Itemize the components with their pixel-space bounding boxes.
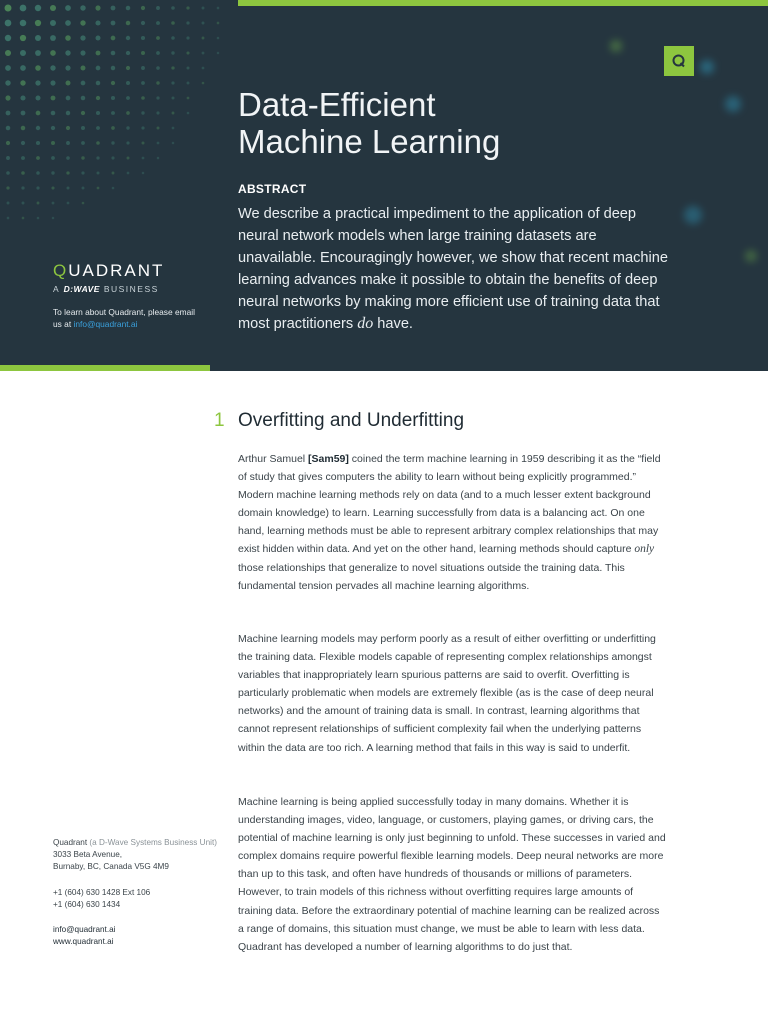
decorative-dot [217, 52, 220, 55]
decorative-dot [66, 156, 70, 160]
spacer [53, 874, 223, 887]
decorative-dot [217, 37, 220, 40]
brand-wordmark [53, 262, 164, 280]
decorative-dot [20, 5, 27, 12]
decorative-dot [21, 111, 26, 116]
decorative-dot [5, 35, 11, 41]
decorative-dot [126, 111, 130, 115]
decorative-dot [5, 20, 12, 27]
decorative-dot [141, 6, 145, 10]
decorative-dot [66, 81, 71, 86]
decorative-dot [126, 6, 131, 11]
decorative-dot [96, 126, 100, 130]
decorative-dot [80, 5, 85, 10]
decorative-dot [36, 186, 39, 189]
brand-first-letter: Q [53, 261, 69, 280]
decorative-dot [111, 36, 116, 41]
paragraph-text: coined the term machine learning in 1959 describing it as the “field of study that gives computers the ability to learn without being explicitly programmed.” Modern machine learning methods rely on data (and to a much lesser extent background domain knowledge) to learn. Learning successfully from data is a balancing act. On one hand, learning methods must be able to represent arbitrary complex relationships that may exist hidden within data. And yet on the other hand, learning methods should capture [238, 453, 661, 556]
decorative-dot [52, 217, 55, 220]
decorative-dot [111, 66, 115, 70]
decorative-dot [36, 156, 40, 160]
decorative-dot [141, 51, 145, 55]
decorative-dot [5, 50, 11, 56]
decorative-dot [157, 142, 160, 145]
decorative-dot [7, 202, 10, 205]
decorative-dot [66, 171, 69, 174]
section-number: 1 [214, 410, 225, 431]
decorative-dot [96, 81, 101, 86]
decorative-dot [142, 172, 145, 175]
decorative-dot [156, 36, 160, 40]
decorative-dot [171, 96, 174, 99]
glow-decoration [700, 60, 714, 74]
decorative-dot [111, 141, 114, 144]
decorative-dot [35, 80, 40, 85]
dwave-wordmark: D:WAVE [63, 284, 100, 294]
decorative-dot [36, 111, 41, 116]
decorative-dot [35, 35, 41, 41]
decorative-dot [171, 36, 175, 40]
decorative-dot [202, 67, 205, 70]
glow-decoration [745, 250, 757, 262]
decorative-dot [96, 141, 100, 145]
abstract-text-part-2: have. [373, 316, 413, 332]
decorative-dot [36, 141, 40, 145]
decorative-dot [21, 126, 25, 130]
decorative-dot [171, 66, 174, 69]
decorative-dot [20, 95, 25, 100]
decorative-dot [126, 141, 129, 144]
glow-decoration [610, 40, 622, 52]
decorative-dot [111, 126, 115, 130]
phone-1: +1 (604) 630 1428 Ext 106 [53, 887, 151, 897]
decorative-dot [156, 111, 159, 114]
decorative-dot [217, 22, 220, 25]
decorative-dot [97, 187, 100, 190]
decorative-dot [186, 51, 189, 54]
decorative-dot [96, 51, 101, 56]
decorative-dot [35, 65, 41, 71]
contact-block [53, 837, 223, 948]
decorative-dot [5, 65, 11, 71]
decorative-dot [141, 66, 145, 70]
decorative-dot [51, 156, 55, 160]
decorative-dot [50, 35, 56, 41]
decorative-dot [66, 141, 70, 145]
decorative-dot [50, 20, 56, 26]
decorative-dot [81, 141, 85, 145]
decorative-dot [6, 141, 10, 145]
decorative-dot [80, 50, 85, 55]
decorative-dot [111, 6, 116, 11]
decorative-dot [126, 81, 130, 85]
decorative-dot [22, 217, 25, 220]
decorative-dot [6, 186, 9, 189]
decorative-dot [95, 5, 100, 10]
body-paragraph [238, 450, 666, 595]
decorative-dot [65, 35, 71, 41]
decorative-dot [37, 202, 40, 205]
decorative-dot [81, 156, 84, 159]
body-paragraph: Machine learning models may perform poorly as a result of either overfitting or underfitting the training data. Flexible models capable of representing complex relationships amongst variables that inappropriately learn spurious patterns are said to overfit. Overfitting is particularly problematic when models are extremely flexible (as is the case of deep neural networks) and the amount of training data is small. In contrast, learning algorithms that cannot represent relationships of sufficient complexity fail when the underlying patterns within the data are too rich. A learning method that fails in this way is said to underfit. [238, 633, 656, 754]
quadrant-logo [53, 262, 164, 295]
decorative-dot [171, 81, 174, 84]
decorative-dot [51, 141, 55, 145]
decorative-dot [96, 171, 99, 174]
decorative-dot [66, 186, 69, 189]
decorative-dot [126, 66, 130, 70]
website-link[interactable]: www.quadrant.ai [53, 937, 114, 947]
decorative-dot [5, 5, 12, 12]
decorative-dot [80, 35, 85, 40]
decorative-dot [112, 187, 115, 190]
decorative-dot [186, 66, 189, 69]
decorative-dot [141, 96, 145, 100]
decorative-dot [202, 22, 205, 25]
decorative-dot [141, 126, 144, 129]
decorative-dot [21, 171, 25, 175]
decorative-dot [202, 52, 205, 55]
decorative-dot [95, 20, 100, 25]
decorative-dot [67, 202, 70, 205]
decorative-dot [111, 51, 116, 56]
decorative-dot [65, 65, 70, 70]
decorative-dot [126, 96, 130, 100]
brand-tagline-prefix: A [53, 284, 60, 294]
decorative-dot [186, 6, 189, 9]
decorative-dot [20, 50, 26, 56]
decorative-dot [81, 81, 86, 86]
decorative-dot [187, 112, 190, 115]
decorative-dot [35, 5, 41, 11]
decorative-dot [81, 66, 86, 71]
decorative-dot [20, 65, 26, 71]
decorative-dot [5, 95, 10, 100]
company-note: (a D-Wave Systems Business Unit) [89, 838, 217, 847]
decorative-dot [126, 51, 130, 55]
glow-decoration [684, 206, 702, 224]
decorative-dot [217, 7, 220, 10]
decorative-dot [20, 20, 27, 27]
decorative-dot [20, 80, 25, 85]
contact-email-link[interactable]: info@quadrant.ai [53, 925, 116, 935]
decorative-dot [65, 50, 70, 55]
decorative-dot [111, 111, 115, 115]
brand-tagline [53, 283, 164, 295]
decorative-dot [51, 171, 54, 174]
decorative-dot [6, 156, 10, 160]
decorative-dot [156, 96, 159, 99]
decorative-dot [81, 126, 85, 130]
decorative-dot [82, 202, 85, 205]
decorative-dot [50, 50, 56, 56]
dot-pattern-decoration [0, 0, 240, 240]
decorative-dot [6, 111, 11, 116]
title-line-1: Data-Efficient [238, 86, 436, 123]
decorative-dot [171, 6, 175, 10]
decorative-dot [141, 111, 144, 114]
decorative-dot [82, 187, 85, 190]
abstract-heading: ABSTRACT [238, 182, 307, 196]
decorative-dot [111, 21, 116, 26]
decorative-dot [80, 20, 85, 25]
decorative-dot [156, 51, 160, 55]
citation-reference: [Sam59] [308, 453, 349, 465]
decorative-dot [36, 171, 40, 175]
decorative-dot [96, 111, 100, 115]
decorative-dot [141, 81, 145, 85]
document-title [238, 86, 500, 160]
decorative-dot [141, 36, 145, 40]
decorative-dot [66, 126, 70, 130]
decorative-dot [172, 112, 175, 115]
decorative-dot [21, 186, 24, 189]
decorative-dot [37, 217, 40, 220]
decorative-dot [141, 21, 145, 25]
company-name: Quadrant [53, 838, 88, 847]
decorative-dot [202, 82, 205, 85]
decorative-dot [156, 66, 160, 70]
body-paragraph: Machine learning is being applied successfully today in many domains. Whether it is understanding images, video, language, or customers, playing games, or driving cars, the potential of machine learning is only just beginning to unfold. These successes in varied and complex domains require powerful flexible learning models. Deep neural networks are more than up to this task, and often have hundreds of thousands or millions of parameters. However, to train models of this richness without overfitting requires large amounts of training data. Before the extraordinary potential of machine learning can be realized across a range of domains, this situation must change, we must be able to learn with less data. Quadrant has developed a number of learning algorithms to do just that. [238, 796, 666, 953]
decorative-dot [81, 96, 86, 101]
decorative-dot [142, 157, 145, 160]
decorative-dot [65, 5, 71, 11]
decorative-dot [111, 96, 115, 100]
address-line-1: 3033 Beta Avenue, [53, 850, 123, 860]
decorative-dot [186, 36, 189, 39]
decorative-dot [156, 21, 160, 25]
decorative-dot [126, 126, 129, 129]
learn-more-label: To learn about Quadrant, please email us at [53, 307, 195, 329]
decorative-dot [35, 50, 41, 56]
decorative-dot [20, 35, 26, 41]
section-title: Overfitting and Underfitting [238, 410, 465, 431]
decorative-dot [66, 111, 70, 115]
decorative-dot [81, 171, 84, 174]
decorative-dot [126, 36, 130, 40]
title-line-2: Machine Learning [238, 123, 501, 160]
decorative-dot [50, 65, 55, 70]
decorative-dot [51, 186, 54, 189]
top-accent-bar [238, 0, 768, 6]
decorative-dot [157, 127, 160, 130]
decorative-dot [172, 127, 175, 130]
decorative-dot [127, 172, 130, 175]
decorative-dot [51, 126, 55, 130]
learn-more-text [53, 306, 203, 330]
paragraph-text: those relationships that generalize to novel situations outside the training data. This fundamental tension pervades all machine learning algorithms. [238, 561, 625, 592]
decorative-dot [126, 21, 130, 25]
decorative-dot [66, 96, 71, 101]
glow-decoration [725, 96, 741, 112]
decorative-dot [35, 95, 40, 100]
q-glyph-icon [671, 53, 687, 69]
phone-2: +1 (604) 630 1434 [53, 899, 121, 909]
decorative-dot [51, 111, 56, 116]
decorative-dot [157, 157, 160, 160]
decorative-dot [6, 126, 11, 131]
abstract-text [238, 203, 678, 335]
contact-company [53, 837, 223, 849]
bottom-accent-bar [0, 365, 210, 371]
spacer [53, 911, 223, 924]
decorative-dot [96, 96, 100, 100]
decorative-dot [96, 66, 101, 71]
decorative-dot [21, 156, 25, 160]
decorative-dot [112, 172, 115, 175]
decorative-dot [202, 7, 205, 10]
decorative-dot [127, 157, 130, 160]
decorative-dot [81, 111, 85, 115]
decorative-dot [171, 21, 175, 25]
decorative-dot [187, 97, 190, 100]
learn-more-email-link[interactable]: info@quadrant.ai [73, 319, 138, 329]
quadrant-q-icon [664, 46, 694, 76]
decorative-dot [202, 37, 205, 40]
header-banner [0, 0, 768, 371]
brand-tagline-suffix: BUSINESS [103, 284, 159, 294]
decorative-dot [156, 6, 160, 10]
decorative-dot [52, 202, 55, 205]
decorative-dot [186, 21, 189, 24]
decorative-dot [171, 51, 174, 54]
decorative-dot [22, 202, 25, 205]
decorative-dot [5, 80, 10, 85]
decorative-dot [111, 156, 114, 159]
brand-rest: UADRANT [68, 261, 165, 280]
decorative-dot [96, 156, 99, 159]
decorative-dot [111, 81, 115, 85]
decorative-dot [156, 81, 159, 84]
decorative-dot [50, 80, 55, 85]
address-line-2: Burnaby, BC, Canada V5G 4M9 [53, 862, 169, 872]
decorative-dot [35, 20, 41, 26]
decorative-dot [36, 126, 40, 130]
decorative-dot [51, 96, 56, 101]
abstract-text-part-1: We describe a practical impediment to the application of deep neural network models when large training datasets are unavailable. Encouragingly however, we show that recent machine learning advances make it possible to obtain the benefits of deep neural networks by making more efficient use of training data that most practitioners [238, 206, 668, 332]
decorative-dot [50, 5, 56, 11]
paragraph-emphasis: only [634, 543, 655, 556]
decorative-dot [172, 142, 175, 145]
decorative-dot [142, 142, 145, 145]
abstract-emphasis: do [357, 315, 374, 332]
decorative-dot [6, 171, 10, 175]
decorative-dot [187, 82, 190, 85]
decorative-dot [95, 35, 100, 40]
paragraph-text: Arthur Samuel [238, 453, 309, 465]
decorative-dot [21, 141, 25, 145]
decorative-dot [7, 217, 10, 220]
decorative-dot [65, 20, 71, 26]
